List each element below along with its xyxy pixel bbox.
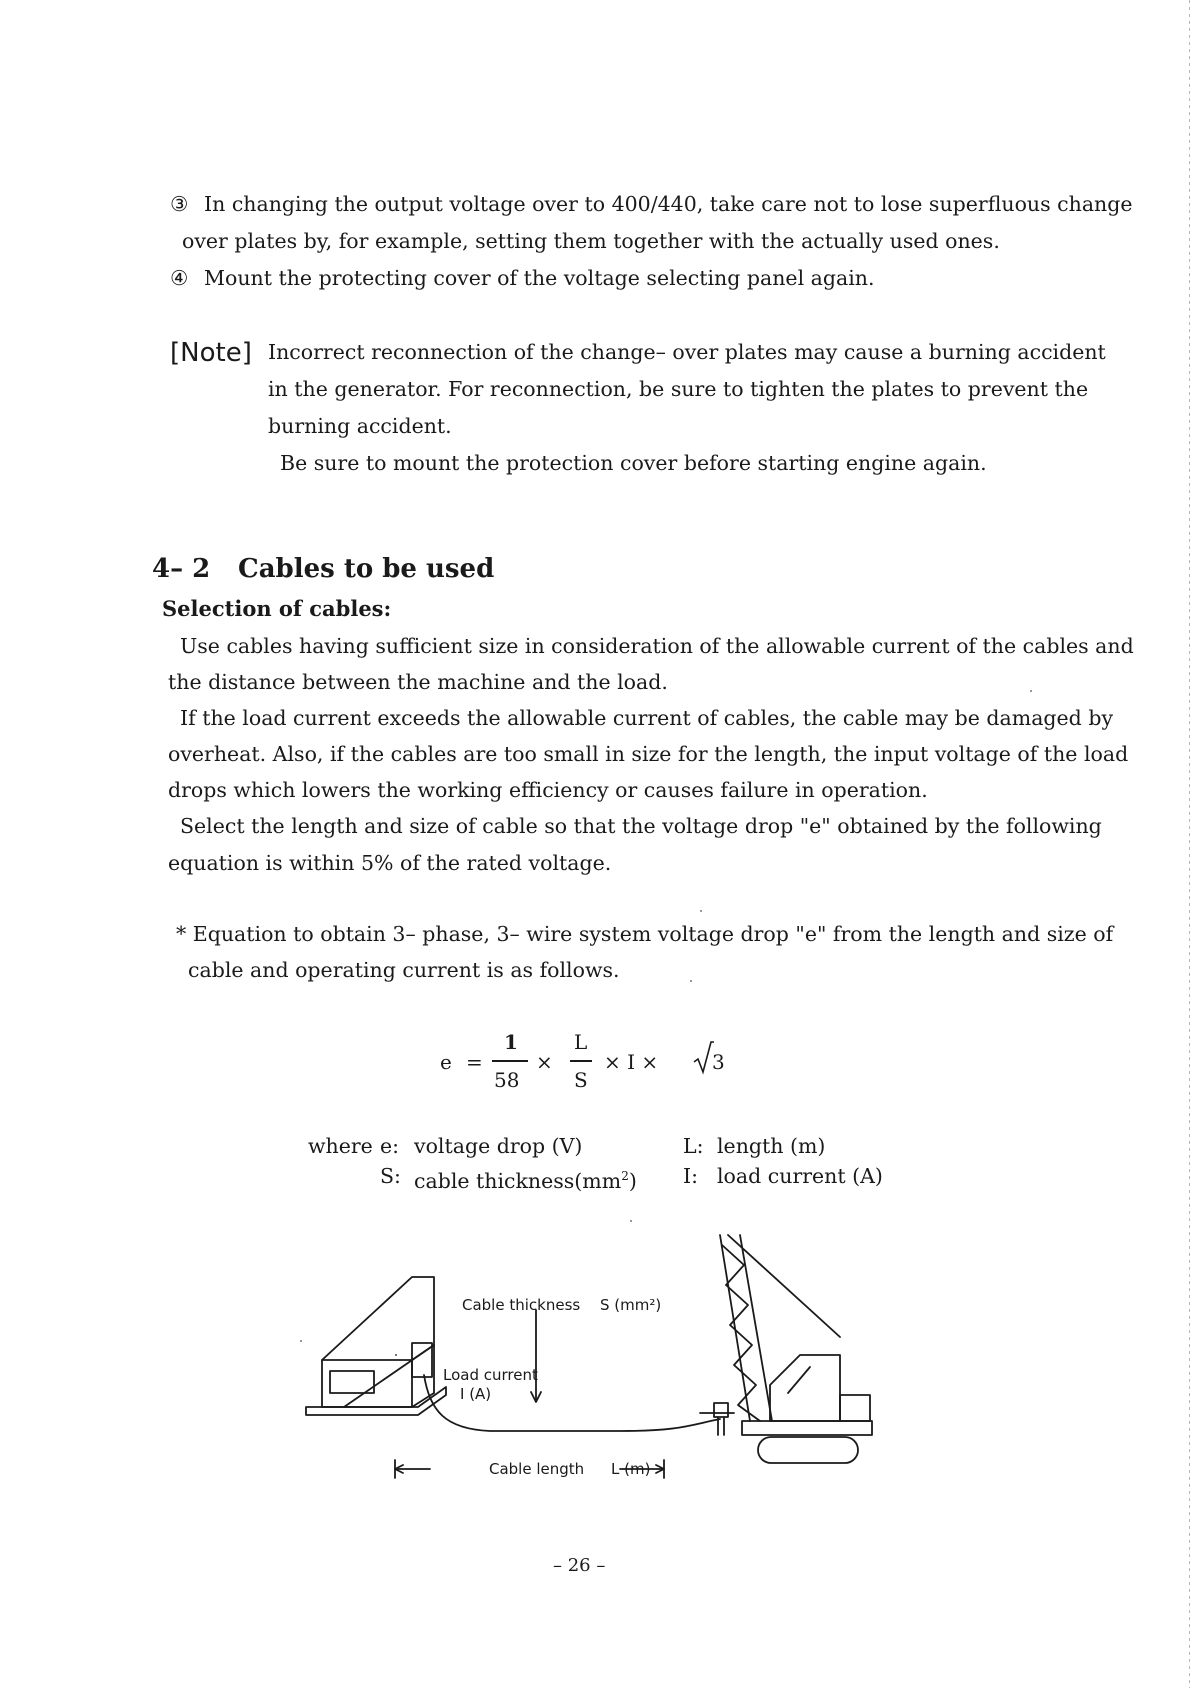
paragraph-3-line-2: equation is within 5% of the rated voltage. bbox=[168, 851, 612, 875]
paragraph-1-line-1: Use cables having sufficient size in consideration of the allowable current of the cables and bbox=[180, 634, 1134, 658]
legend-s-desc: cable $thickness(mm^2)$ bbox=[414, 1168, 637, 1193]
legend-e-key: e: bbox=[380, 1134, 400, 1158]
section-subtitle: Selection of cables: bbox=[162, 596, 392, 621]
note-line-4: Be sure to mount the protection cover before starting engine again. bbox=[280, 451, 987, 475]
generator-icon bbox=[306, 1277, 446, 1415]
legend-s-key: S: bbox=[380, 1164, 401, 1188]
step-3-number: ③ bbox=[170, 192, 189, 216]
load-current-unit: I (A) bbox=[460, 1385, 492, 1403]
note-line-2: in the generator. For reconnection, be sure to tighten the plates to prevent the bbox=[268, 377, 1089, 401]
step-4-line-1: Mount the protecting cover of the voltage selecting panel again. bbox=[204, 266, 875, 290]
scan-edge bbox=[1189, 0, 1190, 1688]
step-3-line-2: over plates by, for example, setting them together with the actually used ones. bbox=[182, 229, 1000, 253]
formula-times-1: × bbox=[536, 1050, 553, 1074]
legend-s-superscript: 2 bbox=[621, 1169, 629, 1183]
step-4-number: ④ bbox=[170, 266, 189, 290]
paragraph-1-line-2: the distance between the machine and the load. bbox=[168, 670, 668, 694]
formula-frac1-denominator: 58 bbox=[494, 1068, 520, 1092]
equation-note-line-2: cable and operating current is as follows. bbox=[188, 958, 620, 982]
scan-speck bbox=[700, 910, 702, 912]
formula-frac1-numerator: 1 bbox=[504, 1030, 518, 1054]
cable-length-unit: L (m) bbox=[611, 1460, 651, 1478]
formula-frac2-numerator: L bbox=[574, 1030, 588, 1054]
equation-note-line-1: * Equation to obtain 3– phase, 3– wire system voltage drop "e" from the length and size of bbox=[176, 922, 1114, 946]
formula-frac1-bar bbox=[492, 1060, 528, 1062]
formula-frac2-bar bbox=[570, 1060, 592, 1062]
paragraph-2-line-2: overheat. Also, if the cables are too small in size for the length, the input voltage of the load bbox=[168, 742, 1129, 766]
legend-i-desc: load current (A) bbox=[717, 1164, 883, 1188]
load-current-label: Load current bbox=[443, 1366, 538, 1384]
cable-diagram bbox=[300, 1225, 900, 1485]
step-3-line-1: In changing the output voltage over to 400/440, take care not to lose superfluous change bbox=[204, 192, 1133, 216]
formula-sqrt-argument: 3 bbox=[712, 1050, 725, 1074]
page-number: – 26 – bbox=[553, 1555, 606, 1576]
note-line-3: burning accident. bbox=[268, 414, 452, 438]
paragraph-2-line-1: If the load current exceeds the allowable current of cables, the cable may be damaged by bbox=[180, 706, 1114, 730]
section-number: 4– 2 bbox=[152, 554, 211, 584]
crane-icon bbox=[720, 1235, 872, 1463]
formula-equals: = bbox=[466, 1050, 483, 1074]
voltage-drop-formula bbox=[430, 1030, 730, 1110]
legend-l-key: L: bbox=[683, 1134, 704, 1158]
sqrt-symbol-icon bbox=[692, 1040, 714, 1076]
legend-where: where bbox=[308, 1134, 373, 1158]
note-label: [Note] bbox=[170, 338, 252, 368]
formula-lhs: e bbox=[440, 1050, 452, 1074]
cable-thickness-label: Cable thickness bbox=[462, 1296, 581, 1314]
scan-speck bbox=[630, 1220, 632, 1222]
paragraph-3-line-1: Select the length and size of cable so that the voltage drop "e" obtained by the following bbox=[180, 814, 1102, 838]
section-title: Cables to be used bbox=[238, 554, 495, 584]
scan-speck bbox=[690, 980, 692, 982]
formula-times-i-times: × I × bbox=[604, 1050, 659, 1074]
note-line-1: Incorrect reconnection of the change– over plates may cause a burning accident bbox=[268, 340, 1106, 364]
scan-speck bbox=[1030, 690, 1032, 692]
cable-length-label: Cable length bbox=[489, 1460, 585, 1478]
cable-thickness-unit: S (mm²) bbox=[600, 1296, 662, 1314]
legend-l-desc: length (m) bbox=[717, 1134, 826, 1158]
formula-frac2-denominator: S bbox=[574, 1068, 588, 1092]
legend-i-key: I: bbox=[683, 1164, 699, 1188]
legend-e-desc: voltage drop (V) bbox=[414, 1134, 583, 1158]
paragraph-2-line-3: drops which lowers the working efficiency or causes failure in operation. bbox=[168, 778, 928, 802]
